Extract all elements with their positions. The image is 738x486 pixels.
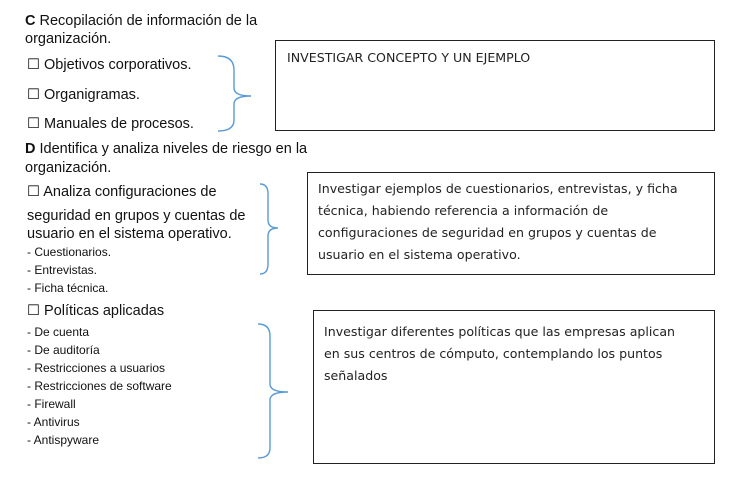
task-box-d2-line: señalados — [324, 368, 388, 383]
task-box-d2-line: Investigar diferentes políticas que las empresas aplican — [324, 324, 676, 339]
task-box-d2 — [313, 310, 715, 464]
section-c-title-text: Recopilación de información de la — [35, 13, 258, 29]
checkbox-item-manuales: ☐ Manuales de procesos. — [27, 116, 194, 132]
task-box-c-text: INVESTIGAR CONCEPTO Y UN EJEMPLO — [287, 50, 531, 65]
task-box-d1-line: configuraciones de seguridad en grupos y cuentas de — [318, 225, 657, 240]
configuraciones-line3: usuario en el sistema operativo. — [27, 226, 232, 242]
checkbox-item-objetivos: ☐ Objetivos corporativos. — [27, 57, 192, 73]
task-box-d1-line: técnica, habiendo referencia a información de — [318, 203, 609, 218]
task-box-d2-line: en sus centros de cómputo, contemplando los puntos — [324, 346, 663, 361]
section-d-title-line2: organización. — [25, 160, 112, 176]
subitem-restricciones-usuarios: - Restricciones a usuarios — [27, 361, 166, 375]
task-box-d1-line: usuario en el sistema operativo. — [318, 247, 521, 262]
task-box-d1-line: Investigar ejemplos de cuestionarios, entrevistas, y ficha — [318, 181, 678, 196]
subitem-ficha-tecnica: - Ficha técnica. — [27, 281, 109, 295]
task-box-d2-text — [324, 321, 675, 387]
subitem-antispyware: - Antispyware — [27, 433, 100, 447]
section-d-letter: D — [25, 141, 36, 157]
section-d-title-text: Identifica y analiza niveles de riesgo en la — [35, 141, 308, 157]
subitem-antivirus: - Antivirus — [27, 415, 80, 429]
subitem-restricciones-software: - Restricciones de software — [27, 379, 172, 393]
subitem-de-cuenta: - De cuenta — [27, 325, 90, 339]
configuraciones-line2: seguridad en grupos y cuentas de — [27, 208, 246, 224]
subitem-de-auditoria: - De auditoría — [27, 343, 100, 357]
checkbox-item-configuraciones: ☐ Analiza configuraciones de — [27, 184, 217, 200]
subitem-cuestionarios: - Cuestionarios. — [27, 245, 112, 259]
subitem-firewall: - Firewall — [27, 397, 76, 411]
subitem-entrevistas: - Entrevistas. — [27, 263, 98, 277]
section-c-title-line2: organización. — [25, 31, 112, 47]
checkbox-item-organigramas: ☐ Organigramas. — [27, 87, 140, 103]
section-c-letter: C — [25, 13, 36, 29]
checkbox-item-politicas: ☐ Políticas aplicadas — [27, 303, 165, 319]
